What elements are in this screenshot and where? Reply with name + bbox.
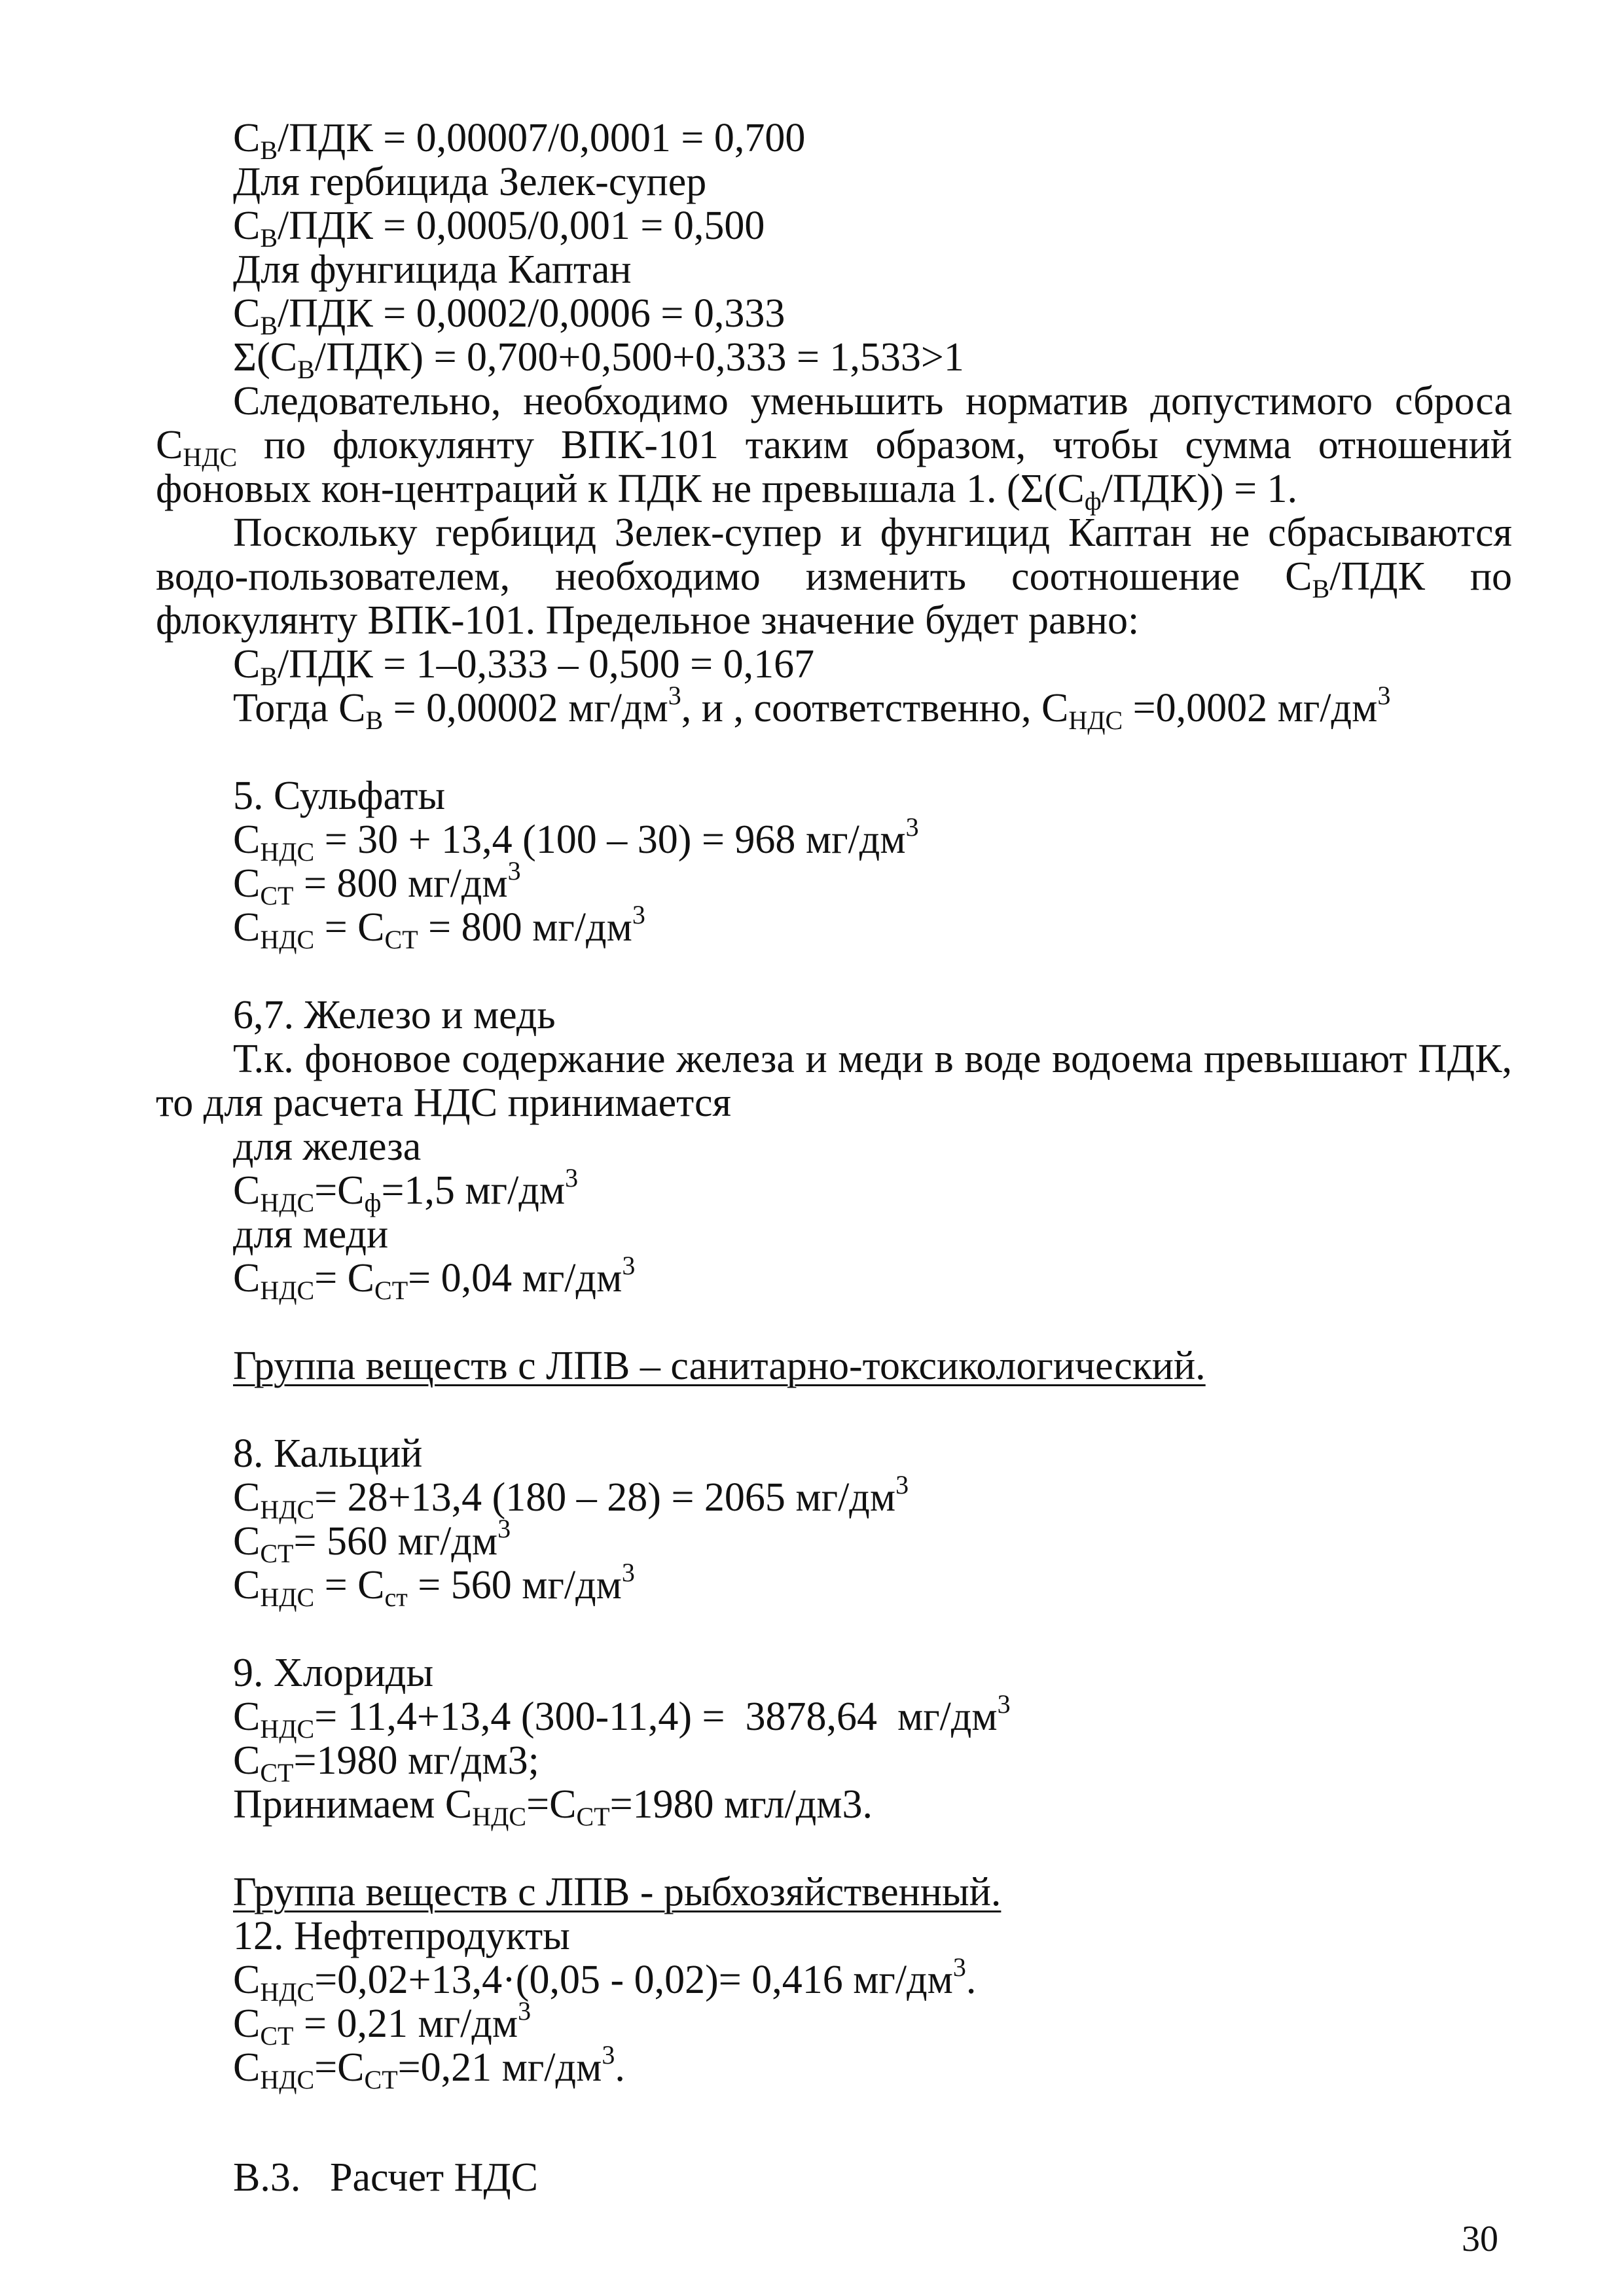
formula-line: $С_В$/ПДК = 0,0002/0,0006 = 0,333 (233, 291, 785, 340)
formula-line: $С_{СТ} = 800$ $мг/дм^3$ (233, 856, 521, 910)
formula-line: $С_{НДС} = С_{ст} = 560$ $мг/дм^3$ (233, 1558, 635, 1612)
formula-line: $С_{СТ}= 560$ $мг/дм^3$ (233, 1514, 511, 1568)
formula-line: $С_{НДС}= С_{СТ}= 0,04$ $мг/дм^3$ (233, 1251, 636, 1305)
page-content (156, 117, 1512, 2200)
paragraph: Поскольку гербицид Зелек-супер и фунгицид Каптан не сбрасываются водо-пользователем, необходимо изменить соотношение $С_В$/ПДК по флокулянту ВПК-101. Предельное значение будет равно: (156, 511, 1512, 643)
formula-line: $С_{НДС} = 30 + 13,4$ (100 – 30) = 968 $мг/дм^3$ (233, 812, 919, 867)
group-heading: Группа веществ с ЛПВ - рыбхозяйственный. (233, 1870, 1001, 1914)
paragraph: Следовательно, необходимо уменьшить норматив допустимого сброса $С_{НДС}$ по флокулянту ВПК-101 таким образом, чтобы сумма отношений фоновых кон-центраций к ПДК не превышала 1. $(\Sigma(С_ф/ПДК)) = 1$. (156, 379, 1512, 516)
formula-line: Тогда $С_В = 0,00002$ $мг/дм^3$, и , соответственно, $С_{НДС} =0,0002$ $мг/дм^3$ (233, 681, 1391, 735)
section-title (156, 2156, 1512, 2200)
formula-line: $С_{НДС}=С_ф=1,5$ $мг/дм^3$ (233, 1163, 579, 1217)
section-name: Расчет НДС (330, 2155, 538, 2200)
formula-line: $С_{СТ}=1980$ мг/дм3; (233, 1738, 539, 1787)
formula-line: Принимаем $С_{НДС}=С_{СТ}=1980$ мгл/дм3. (233, 1782, 873, 1831)
section-heading: 9. Хлориды (233, 1651, 434, 1695)
formula-line: $С_{НДС}= 28+13,4$ (180 – 28) = 2065 $мг/дм^3$ (233, 1470, 909, 1524)
page-number: 30 (1462, 2219, 1498, 2259)
section-number: В.3. (233, 2155, 301, 2200)
section-heading: 12. Нефтепродукты (233, 1914, 570, 1958)
section-heading: 6,7. Железо и медь (233, 993, 556, 1037)
text-line: для меди (233, 1212, 389, 1257)
formula-line: $С_В$/ПДК = 1–0,333 – 0,500 = 0,167 (233, 642, 815, 691)
formula-line: $С_{НДС}=0,02+13,4\cdot(0,05 - 0,02)= 0,416$ $мг/дм^3$. (233, 1952, 977, 2007)
formula-line: $С_{НДС}= 11,4+13,4$ (300-11,4) = 3878,64 $мг/дм^3$ (233, 1689, 1011, 1744)
text-line: для железа (233, 1124, 422, 1169)
text-line: Для гербицида Зелек-супер (233, 160, 707, 204)
formula-line: $\Sigma(С_В/ПДК) = 0,700+0,500+0,333 = 1,533>1$ (233, 335, 964, 384)
section-heading: 5. Сульфаты (233, 774, 446, 818)
formula-line: $С_В$/ПДК = 0,0005/0,001 = 0,500 (233, 204, 765, 253)
formula-line: $С_{СТ} = 0,21$ $мг/дм^3$ (233, 1996, 532, 2051)
formula-line: $С_В$/ПДК = 0,00007/0,0001 = 0,700 (233, 116, 806, 165)
formula-line: $С_{НДС} = С_{СТ} = 800$ $мг/дм^3$ (233, 900, 645, 954)
group-heading: Группа веществ с ЛПВ – санитарно-токсикологический. (233, 1344, 1206, 1388)
text-line: Для фунгицида Каптан (233, 247, 632, 292)
formula-line: $С_{НДС}=С_{СТ}=0,21$ $мг/дм^3$. (233, 2040, 625, 2094)
section-heading: 8. Кальций (233, 1431, 423, 1476)
paragraph: Т.к. фоновое содержание железа и меди в воде водоема превышают ПДК, то для расчета НДС принимается (156, 1037, 1512, 1125)
